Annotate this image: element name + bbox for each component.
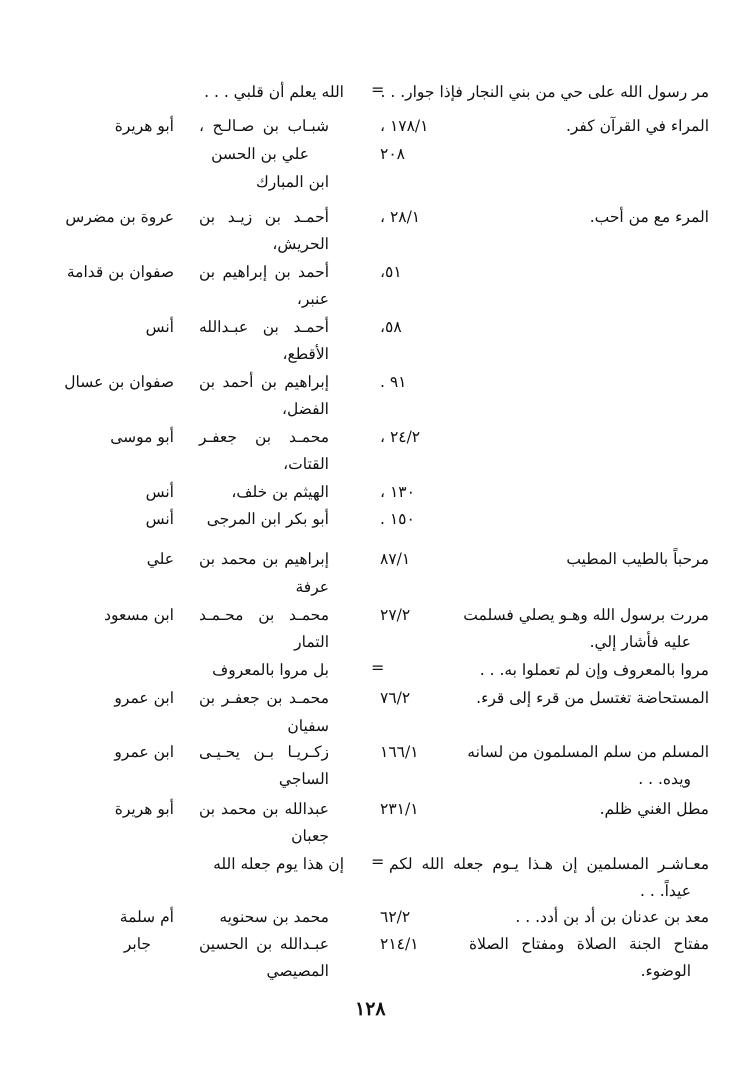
hadith-text: الوضوء. bbox=[640, 962, 691, 980]
reference: ٩١ . bbox=[380, 373, 407, 391]
crossref-target: بل مروا بالمعروف bbox=[212, 661, 329, 679]
narrator: أبو بكر ابن المرجى bbox=[206, 510, 329, 528]
reference: ٥١، bbox=[380, 263, 402, 281]
narrator: زكـريـا بـن يحـيـى bbox=[199, 743, 329, 761]
companion: أبو هريرة bbox=[114, 117, 174, 135]
companion: ابن عمرو bbox=[114, 689, 174, 707]
crossref-equals: = bbox=[371, 658, 385, 677]
reference: ٢١٤/١ bbox=[380, 935, 419, 953]
companion: أم سلمة bbox=[119, 908, 174, 926]
narrator: محمد بن سحنويه bbox=[219, 908, 329, 926]
companion: عروة بن مضرس bbox=[65, 208, 174, 226]
reference: ٢٧/٢ bbox=[380, 606, 411, 624]
narrator: القتات، bbox=[283, 455, 329, 473]
crossref-hadith: مروا بالمعروف وإن لم تعملوا به. . . bbox=[479, 661, 709, 679]
reference: ٧٦/٢ bbox=[380, 689, 411, 707]
hadith-text: المرء مع من أحب. bbox=[589, 208, 709, 226]
companion: أنس bbox=[145, 483, 174, 501]
companion: أنس bbox=[145, 510, 174, 528]
reference: ٢٣١/١ bbox=[380, 800, 419, 818]
hadith-text: عليه فأشار إلي. bbox=[589, 633, 691, 651]
narrator: إبراهيم بن محمد بن bbox=[199, 550, 329, 568]
narrator: عبـدالله بن الحسين bbox=[199, 935, 329, 953]
hadith-text: المراء في القرآن كفر. bbox=[565, 117, 709, 135]
hadith-text: مطل الغني ظلم. bbox=[599, 800, 709, 818]
reference: ٢٨/١ ، bbox=[380, 208, 421, 226]
page-number: ١٢٨ bbox=[355, 998, 386, 1020]
narrator: المصيصي bbox=[266, 962, 329, 980]
top-line-hadith: مر رسول الله على حي من بني النجار فإذا جوار. . . bbox=[380, 83, 709, 101]
top-line-equals: = bbox=[371, 80, 385, 99]
crossref-hadith: عيداً. . . bbox=[639, 882, 691, 900]
hadith-text: معد بن عدنان بن أد بن أدد. . . bbox=[515, 908, 709, 926]
reference: ٦٢/٢ bbox=[380, 908, 411, 926]
reference: ٢٠٨ bbox=[380, 145, 405, 163]
narrator: عنبر، bbox=[296, 290, 329, 308]
narrator: الساجي bbox=[278, 770, 329, 788]
narrator: الأقطع، bbox=[282, 345, 329, 363]
narrator: محمـد بن جعفـر bbox=[199, 428, 329, 446]
narrator: شبـاب بن صـالـح ، bbox=[199, 117, 329, 135]
reference: ١٦٦/١ bbox=[380, 743, 419, 761]
companion: أبو هريرة bbox=[114, 800, 174, 818]
companion: صفوان بن قدامة bbox=[66, 263, 174, 281]
narrator: أحمد بن إبراهيم بن bbox=[199, 263, 329, 281]
crossref-equals: = bbox=[371, 852, 385, 871]
hadith-text: ويده. . . bbox=[638, 770, 691, 788]
narrator: الهيثم بن خلف، bbox=[231, 483, 329, 501]
companion: علي bbox=[146, 550, 174, 568]
reference: ٢٤/٢ ، bbox=[380, 428, 421, 446]
hadith-text: مرحباً بالطيب المطيب bbox=[566, 550, 709, 568]
reference: ١٣٠ ، bbox=[380, 483, 415, 501]
reference: ١٧٨/١ ، bbox=[380, 117, 429, 135]
narrator: عرفة bbox=[295, 578, 329, 596]
narrator: الحريش، bbox=[272, 235, 329, 253]
companion: أبو موسى bbox=[110, 428, 174, 446]
companion: ابن مسعود bbox=[104, 606, 174, 624]
hadith-text: مررت برسول الله وهـو يصلي فسلمت bbox=[463, 606, 709, 624]
companion: أنس bbox=[145, 318, 174, 336]
narrator: محمـد بن جعفـر بن bbox=[199, 689, 329, 707]
narrator: إبراهيم بن أحمد بن bbox=[199, 373, 329, 391]
narrator: ابن المبارك bbox=[256, 173, 329, 191]
narrator: أحمـد بن عبـدالله bbox=[199, 318, 329, 336]
companion: جابر bbox=[123, 935, 151, 953]
crossref-hadith: معـاشـر المسلمين إن هـذا يـوم جعله الله لكم bbox=[389, 855, 709, 873]
hadith-text: المسلم من سلم المسلمون من لسانه bbox=[467, 743, 709, 761]
reference: ٥٨، bbox=[380, 318, 402, 336]
narrator: أحمـد بن زيـد بن bbox=[199, 208, 329, 226]
companion: ابن عمرو bbox=[114, 743, 174, 761]
narrator: جعبان bbox=[291, 827, 329, 845]
narrator: عبدالله بن محمد بن bbox=[199, 800, 329, 818]
narrator: محمـد بن محـمـد bbox=[199, 606, 329, 624]
top-line-crossref: الله يعلم أن قلبي . . . bbox=[204, 83, 344, 101]
hadith-text: مفتاح الجنة الصلاة ومفتاح الصلاة bbox=[469, 935, 709, 953]
narrator: الفضل، bbox=[281, 400, 329, 418]
narrator: علي بن الحسن bbox=[211, 145, 309, 163]
reference: ٨٧/١ bbox=[380, 550, 411, 568]
reference: ١٥٠ . bbox=[380, 510, 415, 528]
companion: صفوان بن عسال bbox=[64, 373, 174, 391]
narrator: سفيان bbox=[287, 717, 329, 735]
narrator: التمار bbox=[294, 633, 329, 651]
hadith-text: المستحاضة تغتسل من قرء إلى قرء. bbox=[476, 689, 709, 707]
crossref-target: إن هذا يوم جعله الله bbox=[213, 855, 344, 873]
